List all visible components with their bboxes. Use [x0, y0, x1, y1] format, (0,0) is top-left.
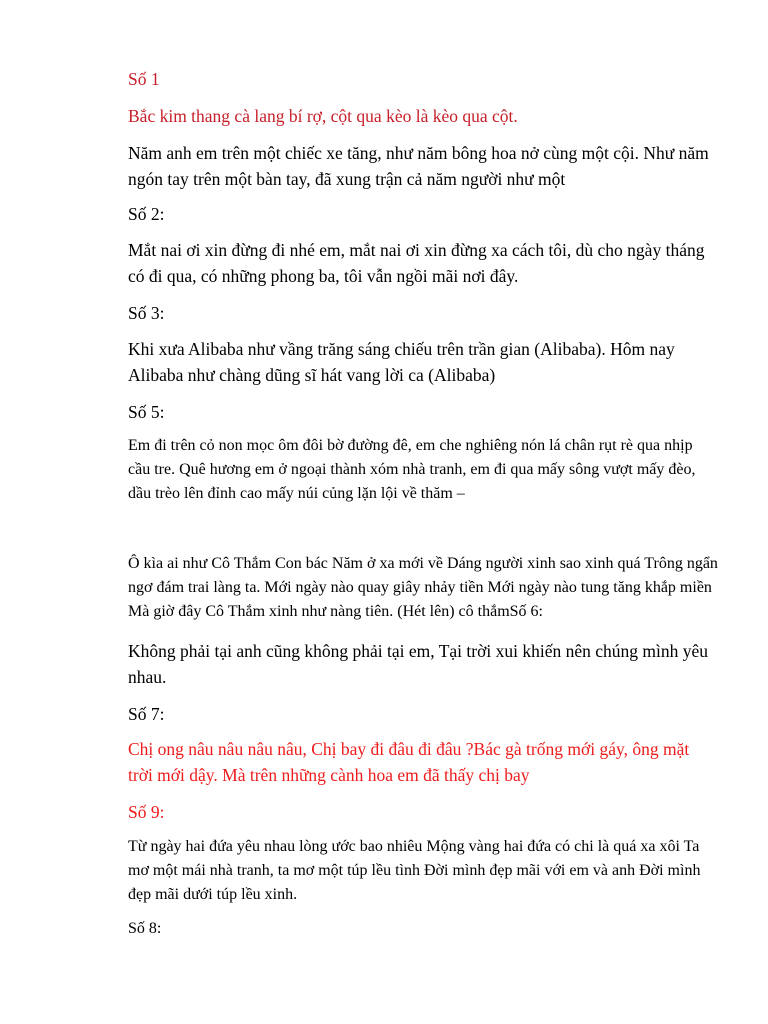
lyric-so-9: Từ ngày hai đứa yêu nhau lòng ước bao nhiêu Mộng vàng hai đứa có chi là quá xa xôi Ta mơ một mái nhà tranh, ta mơ một túp lều tình Đời mình đẹp mãi với em và anh Đời mình đẹp mãi dưới túp lều xinh.	[128, 838, 701, 903]
heading-so-3: Số 3:	[128, 303, 165, 323]
lyric-so-7: Chị ong nâu nâu nâu nâu, Chị bay đi đâu đi đâu ?Bác gà trống mới gáy, ông mặt trời mới dậy. Mà trên những cành hoa em đã thấy chị bay	[128, 739, 690, 785]
lyric-so-2: Mắt nai ơi xin đừng đi nhé em, mắt nai ơi xin đừng xa cách tôi, dù cho ngày tháng có đi qua, có những phong ba, tôi vẫn ngồi mãi nơi đây.	[128, 240, 705, 286]
heading-so-2: Số 2:	[128, 204, 165, 224]
heading-so-5: Số 5:	[128, 402, 165, 422]
heading-so-1: Số 1	[128, 69, 160, 89]
lyric-so-1-title: Bắc kim thang cà lang bí rợ, cột qua kèo là kèo qua cột.	[128, 106, 518, 126]
lyric-so-1: Năm anh em trên một chiếc xe tăng, như năm bông hoa nở cùng một cội. Như năm ngón tay trên một bàn tay, đã xung trận cả năm người như một	[128, 143, 709, 189]
heading-so-9: Số 9:	[128, 802, 165, 822]
heading-so-7: Số 7:	[128, 704, 165, 724]
lyric-so-6: Không phải tại anh cũng không phải tại em, Tại trời xui khiến nên chúng mình yêu nhau.	[128, 641, 708, 687]
heading-so-8: Số 8:	[128, 920, 162, 937]
lyric-so-3: Khi xưa Alibaba như vầng trăng sáng chiếu trên trần gian (Alibaba). Hôm nay Alibaba như chàng dũng sĩ hát vang lời ca (Alibaba)	[128, 339, 675, 385]
lyric-so-5: Em đi trên cỏ non mọc ôm đôi bờ đường đê, em che nghiêng nón lá chân rụt rè qua nhịp cầu tre. Quê hương em ở ngoại thành xóm nhà tranh, em đi qua mấy sông vượt mấy đèo, dầu trèo lên đỉnh cao mấy núi củng lặn lội về thăm –	[128, 437, 696, 502]
lyric-co-tham: Ô kìa ai như Cô Thắm Con bác Năm ở xa mới về Dáng người xinh sao xinh quá Trông ngẩn ngơ đám trai làng ta. Mới ngày nào quay giây nhảy tiền Mới ngày nào tung tăng khắp miền Mà giờ đây Cô Thắm xinh như nàng tiên. (Hét lên) cô thắmSố 6:	[128, 555, 718, 620]
